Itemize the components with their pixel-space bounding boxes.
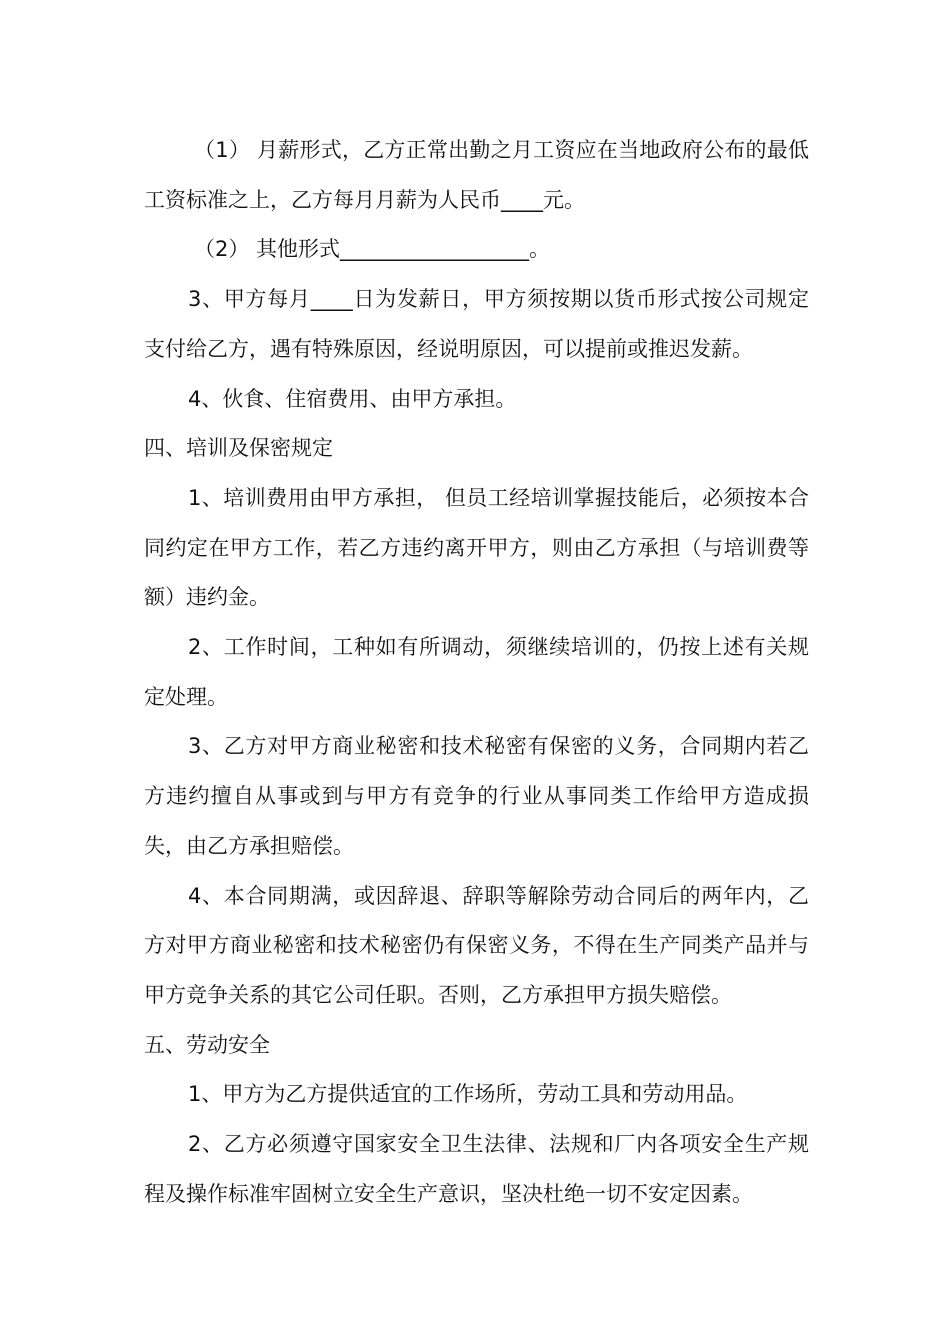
- paragraph-training-cost: 1、培训费用由甲方承担， 但员工经培训掌握技能后，必须按本合同约定在甲方工作，若乙方违约离开甲方，则由乙方承担（与培训费等额）违约金。: [144, 485, 809, 610]
- paragraph-confidentiality: 3、乙方对甲方商业秘密和技术秘密有保密的义务，合同期内若乙方违约擅自从事或到与甲方有竞争的行业从事同类工作给甲方造成损失，由乙方承担赔偿。: [144, 734, 809, 858]
- paragraph-post-contract: 4、本合同期满，或因辞退、辞职等解除劳动合同后的两年内，乙方对甲方商业秘密和技术秘密仍有保密义务，不得在生产同类产品并与甲方竞争关系的其它公司任职。否则，乙方承担甲方损失赔偿。: [144, 883, 809, 1007]
- paragraph-workplace: 1、甲方为乙方提供适宜的工作场所，劳动工具和劳动用品。: [188, 1082, 748, 1107]
- document-body: [144, 126, 809, 1219]
- section-heading-safety: 五、劳动安全: [144, 1032, 270, 1057]
- paragraph-safety-rules: 2、乙方必须遵守国家安全卫生法律、法规和厂内各项安全生产规程及操作标准牢固树立安全生产意识，坚决杜绝一切不安定因素。: [144, 1132, 809, 1206]
- paragraph-meals-lodging: 4、伙食、住宿费用、由甲方承担。: [188, 386, 517, 411]
- paragraph-monthly-salary: （1） 月薪形式，乙方正常出勤之月工资应在当地政府公布的最低工资标准之上，乙方每月月薪为人民币____元。: [144, 138, 809, 212]
- section-heading-training: 四、培训及保密规定: [144, 436, 333, 461]
- paragraph-payday: 3、甲方每月____日为发薪日，甲方须按期以货币形式按公司规定支付给乙方，遇有特殊原因，经说明原因，可以提前或推迟发薪。: [144, 287, 809, 361]
- paragraph-work-change: 2、工作时间，工种如有所调动，须继续培训的，仍按上述有关规定处理。: [144, 635, 809, 709]
- paragraph-other-form: （2） 其他形式__________________。: [194, 237, 551, 262]
